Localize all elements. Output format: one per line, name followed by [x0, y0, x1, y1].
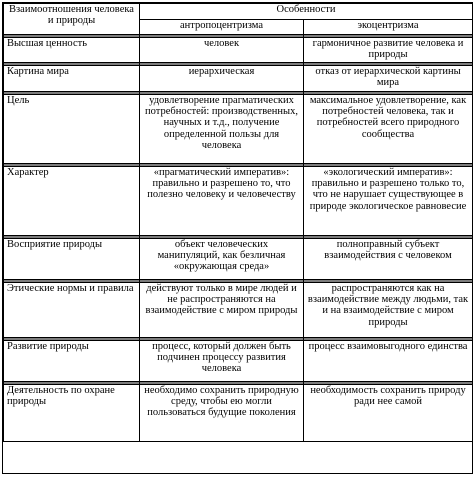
table-row — [4, 66, 473, 92]
eco-cell: необходимость сохранить природу ради нее самой — [304, 385, 473, 442]
table-row — [4, 38, 473, 63]
row-label: Восприятие природы — [4, 239, 140, 280]
row-label: Деятельность по охране природы — [4, 385, 140, 442]
row-label: Развитие природы — [4, 341, 140, 382]
header-anthropocentrism: антропоцентризма — [140, 20, 304, 35]
table-row — [4, 283, 473, 338]
row-label: Цель — [4, 95, 140, 164]
table-row — [4, 341, 473, 382]
comparison-table — [3, 3, 473, 442]
table-row — [4, 385, 473, 442]
table-row — [4, 167, 473, 236]
anthropo-cell: удовлетворение прагматических потребностей: производственных, научных и т.д., получение определенной пользы для человека — [140, 95, 304, 164]
anthropo-cell: человек — [140, 38, 304, 63]
eco-cell: максимальное удовлетворение, как потребностей человека, так и потребностей всего природного сообщества — [304, 95, 473, 164]
eco-cell: «экологический императив»: правильно и разрешено только то, что не нарушает существующее в природе экологическое равновесие — [304, 167, 473, 236]
anthropo-cell: иерархическая — [140, 66, 304, 92]
header-ecocentrism: экоцентризма — [304, 20, 473, 35]
anthropo-cell: «прагматический императив»: правильно и разрешено то, что полезно человеку и человечеству — [140, 167, 304, 236]
table-row — [4, 95, 473, 164]
anthropo-cell: объект человеческих манипуляций, как безличная «окружающая среда» — [140, 239, 304, 280]
row-label: Этические нормы и правила — [4, 283, 140, 338]
row-label: Картина мира — [4, 66, 140, 92]
eco-cell: процесс взаимовыгодного единства — [304, 341, 473, 382]
eco-cell: распространяются как на взаимодействие между людьми, так и на взаимодействие с миром природы — [304, 283, 473, 338]
eco-cell: отказ от иерархической картины мира — [304, 66, 473, 92]
anthropo-cell: необходимо сохранить природную среду, чтобы ею могли пользоваться будущие поколения — [140, 385, 304, 442]
header-row — [4, 4, 473, 20]
header-features: Особенности — [140, 4, 473, 20]
row-label: Характер — [4, 167, 140, 236]
anthropo-cell: процесс, который должен быть подчинен процессу развития человека — [140, 341, 304, 382]
table-row — [4, 239, 473, 280]
eco-cell: гармоничное развитие человека и природы — [304, 38, 473, 63]
eco-cell: полноправный субъект взаимодействия с человеком — [304, 239, 473, 280]
row-label: Высшая ценность — [4, 38, 140, 63]
anthropo-cell: действуют только в мире людей и не распространяются на взаимодействие с миром природы — [140, 283, 304, 338]
header-relationship: Взаимоотношения человека и природы — [4, 4, 140, 35]
